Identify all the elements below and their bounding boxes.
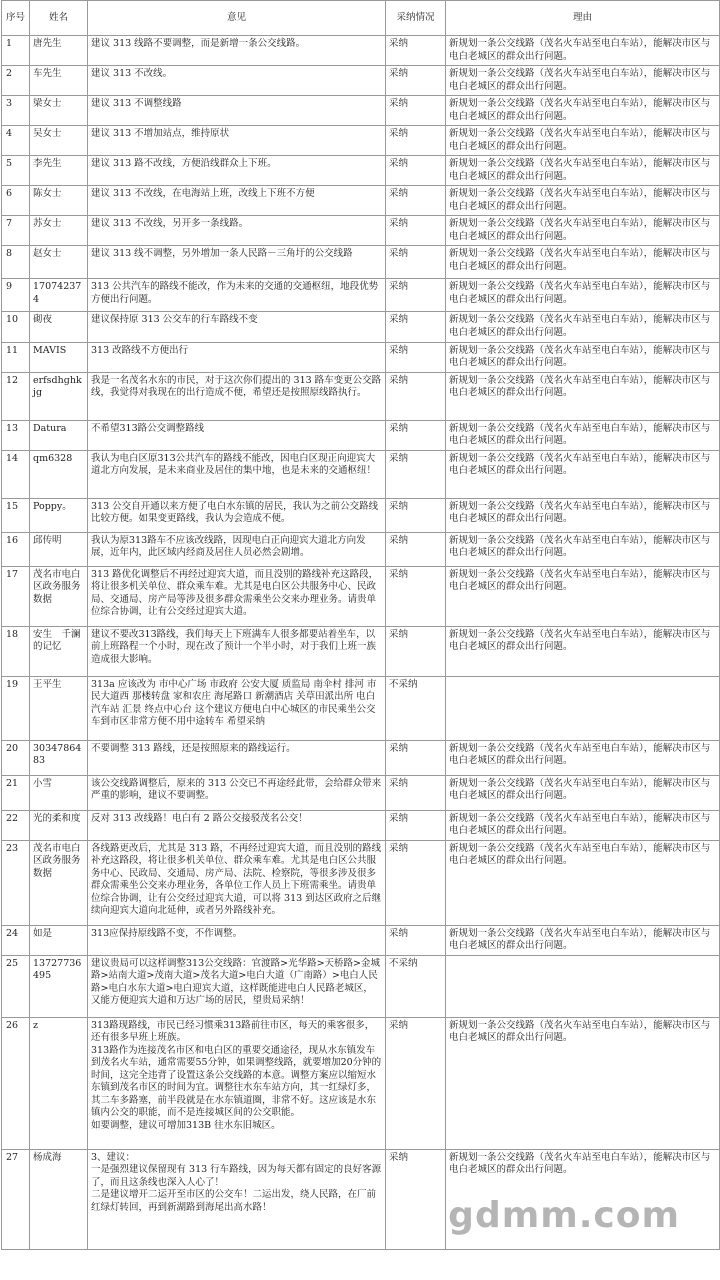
table-row	[2, 498, 720, 532]
row-name: 李先生	[30, 156, 88, 186]
row-status: 采纳	[386, 450, 446, 498]
row-opinion: 3、建议： 一是强烈建议保留现有 313 行车路线，因为每天都有固定的良好客源了，而且这条线也深入人心了！ 二是建议增开二运开至市区的公交车！二运出发，绕人民路，在厂前红绿灯转回，再到新湖路到海尾出高水路！	[88, 1149, 386, 1249]
row-status: 采纳	[386, 775, 446, 810]
table-row	[2, 1149, 720, 1249]
table-row	[2, 216, 720, 246]
row-reason: 新规划一条公交线路（茂名火车站至电白车站），能解决市区与电白老城区的群众出行问题。	[446, 840, 720, 925]
row-opinion: 建议 313 不改线，在电海站上班，改线上下班不方便	[88, 186, 386, 216]
table-row	[2, 1017, 720, 1149]
row-reason: 新规划一条公交线路（茂名火车站至电白车站），能解决市区与电白老城区的群众出行问题。	[446, 1149, 720, 1249]
row-opinion: 建议 313 不增加站点，维持原状	[88, 126, 386, 156]
row-opinion: 我认为原313路车不应该改线路，因现电白正向迎宾大道北方向发展，近年内，此区域内经商及居住人员必然会剧增。	[88, 532, 386, 566]
table-row	[2, 312, 720, 342]
row-opinion: 建议 313 路不改线，方便沿线群众上下班。	[88, 156, 386, 186]
row-status: 不采纳	[386, 676, 446, 740]
row-number: 7	[2, 216, 30, 246]
row-name: z	[30, 1017, 88, 1149]
table-row	[2, 566, 720, 626]
row-reason: 新规划一条公交线路（茂名火车站至电白车站），能解决市区与电白老城区的群众出行问题。	[446, 810, 720, 840]
row-name: 光的柔和度	[30, 810, 88, 840]
row-status: 采纳	[386, 126, 446, 156]
row-status: 采纳	[386, 246, 446, 279]
table-row	[2, 626, 720, 676]
row-name: 砌夜	[30, 312, 88, 342]
row-number: 14	[2, 450, 30, 498]
row-status: 采纳	[386, 36, 446, 66]
row-status: 采纳	[386, 279, 446, 312]
row-opinion: 不希望313路公交调整路线	[88, 420, 386, 450]
row-reason: 新规划一条公交线路（茂名火车站至电白车站），能解决市区与电白老城区的群众出行问题。	[446, 279, 720, 312]
table-row	[2, 126, 720, 156]
row-name: 梁女士	[30, 96, 88, 126]
row-opinion: 反对 313 改线路！电白有 2 路公交接驳茂名公交！	[88, 810, 386, 840]
table-row	[2, 66, 720, 96]
row-reason: 新规划一条公交线路（茂名火车站至电白车站），能解决市区与电白老城区的群众出行问题。	[446, 420, 720, 450]
header-no: 序号	[2, 1, 30, 36]
row-number: 1	[2, 36, 30, 66]
row-reason: 新规划一条公交线路（茂名火车站至电白车站），能解决市区与电白老城区的群众出行问题。	[446, 925, 720, 955]
row-number: 20	[2, 740, 30, 775]
row-name: 3034786483	[30, 740, 88, 775]
row-status: 不采纳	[386, 955, 446, 1017]
row-status: 采纳	[386, 1149, 446, 1249]
row-reason: 新规划一条公交线路（茂名火车站至电白车站），能解决市区与电白老城区的群众出行问题。	[446, 775, 720, 810]
table-row	[2, 775, 720, 810]
row-opinion: 313 改路线不方便出行	[88, 342, 386, 372]
row-number: 10	[2, 312, 30, 342]
row-name: qm6328	[30, 450, 88, 498]
table-row	[2, 156, 720, 186]
row-reason: 新规划一条公交线路（茂名火车站至电白车站），能解决市区与电白老城区的群众出行问题。	[446, 498, 720, 532]
row-name: 如是	[30, 925, 88, 955]
row-status: 采纳	[386, 532, 446, 566]
row-status: 采纳	[386, 312, 446, 342]
row-status: 采纳	[386, 810, 446, 840]
row-reason: 新规划一条公交线路（茂名火车站至电白车站），能解决市区与电白老城区的群众出行问题。	[446, 96, 720, 126]
row-number: 8	[2, 246, 30, 279]
table-row	[2, 372, 720, 420]
row-opinion: 建议保持原 313 公交车的行车路线不变	[88, 312, 386, 342]
row-status: 采纳	[386, 925, 446, 955]
row-number: 18	[2, 626, 30, 676]
row-name: 王平生	[30, 676, 88, 740]
row-reason: 新规划一条公交线路（茂名火车站至电白车站），能解决市区与电白老城区的群众出行问题。	[446, 740, 720, 775]
row-status: 采纳	[386, 740, 446, 775]
row-reason: 新规划一条公交线路（茂名火车站至电白车站），能解决市区与电白老城区的群众出行问题。	[446, 216, 720, 246]
row-name: Poppy。	[30, 498, 88, 532]
row-status: 采纳	[386, 840, 446, 925]
row-name: Datura	[30, 420, 88, 450]
row-number: 5	[2, 156, 30, 186]
row-reason: 新规划一条公交线路（茂名火车站至电白车站），能解决市区与电白老城区的群众出行问题。	[446, 1017, 720, 1149]
row-opinion: 各线路更改后，尤其是 313 路，不再经过迎宾大道，而且没别的路线补充这路段，将让很多机关单位、群众乘车难。尤其是电白区公共服务中心、民政局、交通局、房产局、法院、检察院，等很多涉及很多群众需乘坐公交来办理业务，各单位工作人员上下班需乘坐。请贵单位综合协调，让有公交经过迎宾大道，可以将 313 到达区政府之后继续向迎宾大道向北延伸，或者另外路线补充。	[88, 840, 386, 925]
row-name: 茂名市电白区政务服务数据	[30, 566, 88, 626]
row-opinion: 建议贵局可以这样调整313公交线路：官渡路>光华路>天桥路>金城路>站南大道>茂南大道>茂名大道>电白大道（广南路）>电白人民路>电白水东大道>电白迎宾大道，这样既能进电白人民路老城区，又能方便迎宾大道和万达广场的居民，望贵局采纳！	[88, 955, 386, 1017]
table-row	[2, 840, 720, 925]
table-row	[2, 246, 720, 279]
row-number: 16	[2, 532, 30, 566]
header-reason: 理由	[446, 1, 720, 36]
header-name: 姓名	[30, 1, 88, 36]
row-status: 采纳	[386, 372, 446, 420]
row-opinion: 建议 313 不改线，另开多一条线路。	[88, 216, 386, 246]
row-status: 采纳	[386, 66, 446, 96]
row-status: 采纳	[386, 498, 446, 532]
row-reason	[446, 676, 720, 740]
row-status: 采纳	[386, 626, 446, 676]
table-row	[2, 36, 720, 66]
row-name: 唐先生	[30, 36, 88, 66]
site-watermark: gdmm.com	[448, 1195, 680, 1236]
row-number: 3	[2, 96, 30, 126]
row-name: 茂名市电白区政务服务数据	[30, 840, 88, 925]
row-opinion: 313路现路线，市民已经习惯乘313路前往市区，每天的乘客很多，还有很多早班上班族。 313路作为连接茂名市区和电白区的重要交通途径，现从水东镇发车到茂名火车站，通常需要55分钟，如果调整线路，就要增加20分钟的时间，这完全违背了设置这条公交线路的本意。调整方案应以缩短水东镇到茂名市区的时间为宜。调整往水东车站方向，其一红绿灯多，其二车多路塞，前半段就是在水东镇道圈，非常不好。这应该是水东镇内公交的职能，而不是连接城区间的公交职能。 如要调整，建议可增加313B 往水东旧城区。	[88, 1017, 386, 1149]
row-name: 170742374	[30, 279, 88, 312]
row-status: 采纳	[386, 186, 446, 216]
row-opinion: 我是一名茂名水东的市民，对于这次你们提出的 313 路车变更公交路线，我觉得对我现在的出行造成不便，希望还是按照原线路执行。	[88, 372, 386, 420]
table-row	[2, 925, 720, 955]
row-number: 23	[2, 840, 30, 925]
row-status: 采纳	[386, 156, 446, 186]
row-status: 采纳	[386, 1017, 446, 1149]
row-reason: 新规划一条公交线路（茂名火车站至电白车站），能解决市区与电白老城区的群众出行问题。	[446, 36, 720, 66]
header-status: 采纳情况	[386, 1, 446, 36]
row-number: 22	[2, 810, 30, 840]
table-row	[2, 740, 720, 775]
row-reason: 新规划一条公交线路（茂名火车站至电白车站），能解决市区与电白老城区的群众出行问题。	[446, 450, 720, 498]
row-name: 13727736495	[30, 955, 88, 1017]
row-name: 陈女士	[30, 186, 88, 216]
row-name: 邱传明	[30, 532, 88, 566]
row-number: 11	[2, 342, 30, 372]
row-number: 9	[2, 279, 30, 312]
row-number: 15	[2, 498, 30, 532]
row-opinion: 313a 应该改为 市中心广场 市政府 公安大厦 质监局 南伞村 排河 市民大道西 那楼转盘 家和农庄 海尾路口 新潮酒店 关草田派出所 电白汽车站 汇景 终点中心台 这个建议方便电白中心城区的市民乘坐公交车到市区非常方便不用中途转车 希望采纳	[88, 676, 386, 740]
table-row	[2, 676, 720, 740]
row-reason: 新规划一条公交线路（茂名火车站至电白车站），能解决市区与电白老城区的群众出行问题。	[446, 156, 720, 186]
row-number: 27	[2, 1149, 30, 1249]
row-opinion: 不要调整 313 路线，还是按照原来的路线运行。	[88, 740, 386, 775]
row-reason: 新规划一条公交线路（茂名火车站至电白车站），能解决市区与电白老城区的群众出行问题。	[446, 312, 720, 342]
table-row	[2, 186, 720, 216]
row-number: 25	[2, 955, 30, 1017]
table-row	[2, 810, 720, 840]
row-name: 车先生	[30, 66, 88, 96]
row-name: 杨成海	[30, 1149, 88, 1249]
row-reason: 新规划一条公交线路（茂名火车站至电白车站），能解决市区与电白老城区的群众出行问题。	[446, 566, 720, 626]
table-row	[2, 532, 720, 566]
row-reason: 新规划一条公交线路（茂名火车站至电白车站），能解决市区与电白老城区的群众出行问题。	[446, 186, 720, 216]
row-reason	[446, 955, 720, 1017]
row-opinion: 建议 313 不改线。	[88, 66, 386, 96]
table-row	[2, 955, 720, 1017]
row-name: 赵女士	[30, 246, 88, 279]
table-row	[2, 450, 720, 498]
row-number: 2	[2, 66, 30, 96]
header-opinion: 意见	[88, 1, 386, 36]
row-number: 12	[2, 372, 30, 420]
row-number: 17	[2, 566, 30, 626]
row-status: 采纳	[386, 216, 446, 246]
table-row	[2, 96, 720, 126]
row-number: 13	[2, 420, 30, 450]
row-reason: 新规划一条公交线路（茂名火车站至电白车站），能解决市区与电白老城区的群众出行问题。	[446, 532, 720, 566]
row-opinion: 建议 313 线不调整，另外增加一条人民路－三角圩的公交线路	[88, 246, 386, 279]
row-reason: 新规划一条公交线路（茂名火车站至电白车站），能解决市区与电白老城区的群众出行问题。	[446, 342, 720, 372]
row-number: 26	[2, 1017, 30, 1149]
row-opinion: 313应保持原线路不变，不作调整。	[88, 925, 386, 955]
row-number: 4	[2, 126, 30, 156]
row-opinion: 313 公交自开通以来方便了电白水东镇的居民，我认为之前公交路线比较方便。如果变更路线，我认为会造成不便。	[88, 498, 386, 532]
row-reason: 新规划一条公交线路（茂名火车站至电白车站），能解决市区与电白老城区的群众出行问题。	[446, 246, 720, 279]
row-status: 采纳	[386, 96, 446, 126]
row-opinion: 我认为电白区原313公共汽车的路线不能改，因电白区现正向迎宾大道北方向发展，是未来商业及居住的集中地，也是未来的交通枢纽！	[88, 450, 386, 498]
row-opinion: 313 路优化调整后不再经过迎宾大道，而且没别的路线补充这路段，将让很多机关单位、群众乘车难。尤其是电白区公共服务中心、民政局、交通局、房产局等涉及很多群众需乘坐公交来办理业务。请贵单位综合协调，让有公交经过迎宾大道。	[88, 566, 386, 626]
row-name: 苏女士	[30, 216, 88, 246]
table-row	[2, 420, 720, 450]
row-name: 安生 千澜的记忆	[30, 626, 88, 676]
row-number: 6	[2, 186, 30, 216]
row-status: 采纳	[386, 342, 446, 372]
table-header-row	[2, 1, 720, 36]
row-reason: 新规划一条公交线路（茂名火车站至电白车站），能解决市区与电白老城区的群众出行问题。	[446, 372, 720, 420]
row-reason: 新规划一条公交线路（茂名火车站至电白车站），能解决市区与电白老城区的群众出行问题。	[446, 66, 720, 96]
row-opinion: 313 公共汽车的路线不能改，作为未来的交通的交通枢纽，地段优势方便出行问题。	[88, 279, 386, 312]
row-opinion: 该公交线路调整后，原来的 313 公交已不再途经此带，会给群众带来严重的影响，建议不要调整。	[88, 775, 386, 810]
row-number: 19	[2, 676, 30, 740]
row-reason: 新规划一条公交线路（茂名火车站至电白车站），能解决市区与电白老城区的群众出行问题。	[446, 626, 720, 676]
row-status: 采纳	[386, 420, 446, 450]
row-opinion: 建议 313 不调整线路	[88, 96, 386, 126]
row-status: 采纳	[386, 566, 446, 626]
row-opinion: 建议 313 线路不要调整，而是新增一条公交线路。	[88, 36, 386, 66]
row-number: 24	[2, 925, 30, 955]
table-row	[2, 342, 720, 372]
table-row	[2, 279, 720, 312]
row-name: 小雪	[30, 775, 88, 810]
row-number: 21	[2, 775, 30, 810]
row-opinion: 建议不要改313路线，我们每天上下班满车人很多都要站着坐车，以前上班路程一个小时，现在改了预计一个半小时，对于我们上班一族造成很大影响。	[88, 626, 386, 676]
row-name: 吴女士	[30, 126, 88, 156]
feedback-table	[1, 0, 720, 1250]
row-name: erfsdhghkjg	[30, 372, 88, 420]
row-name: MAVIS	[30, 342, 88, 372]
row-reason: 新规划一条公交线路（茂名火车站至电白车站），能解决市区与电白老城区的群众出行问题。	[446, 126, 720, 156]
